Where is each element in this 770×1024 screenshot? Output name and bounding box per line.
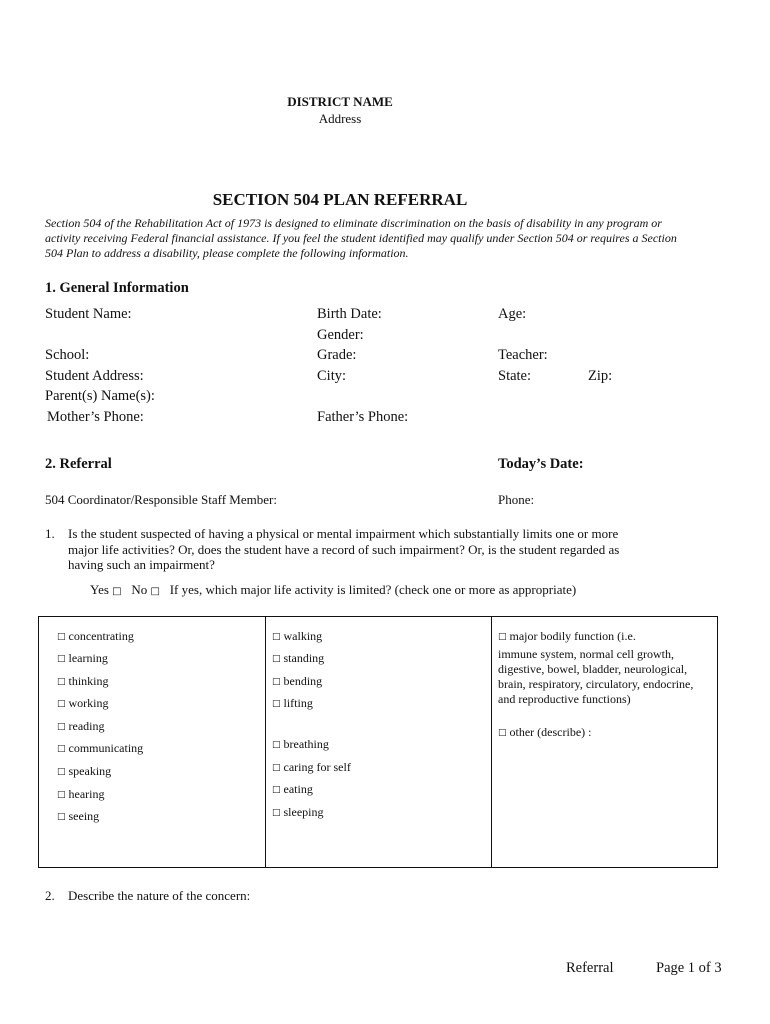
school-label: School: [45, 347, 90, 363]
checkbox[interactable]: □ [57, 722, 66, 732]
column-divider [491, 617, 492, 867]
activity-standing[interactable]: □ standing [272, 651, 325, 665]
bodily-function-description: immune system, normal cell growth, digestive, bowel, bladder, neurological, brain, respiratory, circulatory, endocrine, and reproductive functions) [498, 647, 694, 706]
activity-reading[interactable]: □ reading [57, 719, 105, 733]
yes-checkbox[interactable]: □ [112, 586, 122, 597]
coordinator-label: 504 Coordinator/Responsible Staff Member: [45, 492, 277, 507]
activity-working[interactable]: □ working [57, 696, 109, 710]
phone-label: Phone: [498, 492, 535, 507]
question-1-number: 1. [45, 526, 55, 541]
activity-breathing[interactable]: □ breathing [272, 737, 329, 751]
checkbox[interactable]: □ [272, 740, 281, 750]
state-label: State: [498, 368, 532, 384]
checkbox[interactable]: □ [57, 654, 66, 664]
parents-names-label: Parent(s) Name(s): [45, 388, 155, 404]
todays-date-label: Today’s Date: [498, 456, 584, 472]
activity-hearing[interactable]: □ hearing [57, 787, 105, 801]
question-1-text: Is the student suspected of having a physical or mental impairment which substantially limits one or more major life activities? Or, does the student have a record of such impairment? Or, is the student regarded as having such an impairment? [68, 526, 620, 572]
district-name: DISTRICT NAME [287, 94, 393, 109]
mothers-phone-label: Mother’s Phone: [47, 409, 144, 425]
life-activity-prompt: If yes, which major life activity is limited? (check one or more as appropriate) [169, 582, 577, 597]
intro-paragraph: Section 504 of the Rehabilitation Act of 1973 is designed to eliminate discrimination on the basis of disability in any program or activity receiving Federal financial assistance. If you feel the student identified may qualify under Section 504 or requires a Section 504 Plan to address a disability, please complete the following information. [45, 216, 677, 260]
student-address-label: Student Address: [45, 368, 144, 384]
checkbox[interactable]: □ [272, 632, 281, 642]
age-label: Age: [498, 306, 527, 322]
city-label: City: [317, 368, 347, 384]
question-2-text: Describe the nature of the concern: [68, 888, 251, 903]
page-number: Page 1 of 3 [656, 960, 722, 976]
activity-speaking[interactable]: □ speaking [57, 764, 112, 778]
checkbox[interactable]: □ [272, 654, 281, 664]
checkbox[interactable]: □ [57, 744, 66, 754]
district-address: Address [318, 111, 362, 126]
zip-label: Zip: [588, 368, 613, 384]
activity-caring-for-self[interactable]: □ caring for self [272, 760, 351, 774]
activity-concentrating[interactable]: □ concentrating [57, 629, 134, 643]
activity-walking[interactable]: □ walking [272, 629, 323, 643]
activity-learning[interactable]: □ learning [57, 651, 108, 665]
birth-date-label: Birth Date: [317, 306, 382, 322]
fathers-phone-label: Father’s Phone: [317, 409, 409, 425]
activity-eating[interactable]: □ eating [272, 782, 313, 796]
question-2-number: 2. [45, 888, 55, 903]
checkbox[interactable]: □ [272, 763, 281, 773]
activity-bending[interactable]: □ bending [272, 674, 323, 688]
checkbox[interactable]: □ [498, 728, 507, 738]
checkbox[interactable]: □ [57, 699, 66, 709]
page-title: SECTION 504 PLAN REFERRAL [212, 190, 468, 209]
checkbox[interactable]: □ [57, 790, 66, 800]
checkbox[interactable]: □ [57, 632, 66, 642]
activity-thinking[interactable]: □ thinking [57, 674, 109, 688]
section-2-heading: 2. Referral [45, 456, 112, 472]
checkbox[interactable]: □ [57, 767, 66, 777]
checkbox[interactable]: □ [57, 812, 66, 822]
checkbox[interactable]: □ [272, 677, 281, 687]
grade-label: Grade: [317, 347, 357, 363]
no-label: No [131, 582, 148, 597]
section-1-heading: 1. General Information [45, 280, 189, 296]
footer-label: Referral [566, 960, 614, 976]
student-name-label: Student Name: [45, 306, 132, 322]
gender-label: Gender: [317, 327, 364, 343]
activity-seeing[interactable]: □ seeing [57, 809, 100, 823]
activity-major-bodily-function[interactable]: □ major bodily function (i.e. [498, 629, 636, 643]
checkbox[interactable]: □ [272, 808, 281, 818]
yes-label: Yes [90, 582, 109, 597]
activity-other[interactable]: □ other (describe) : [498, 725, 592, 739]
activity-communicating[interactable]: □ communicating [57, 741, 144, 755]
no-checkbox[interactable]: □ [150, 586, 160, 597]
checkbox[interactable]: □ [498, 632, 507, 642]
yes-no-row [90, 582, 576, 598]
checkbox[interactable]: □ [57, 677, 66, 687]
checkbox[interactable]: □ [272, 785, 281, 795]
teacher-label: Teacher: [498, 347, 548, 363]
life-activities-table [38, 616, 718, 868]
column-divider [265, 617, 266, 867]
activity-sleeping[interactable]: □ sleeping [272, 805, 324, 819]
checkbox[interactable]: □ [272, 699, 281, 709]
activity-lifting[interactable]: □ lifting [272, 696, 313, 710]
